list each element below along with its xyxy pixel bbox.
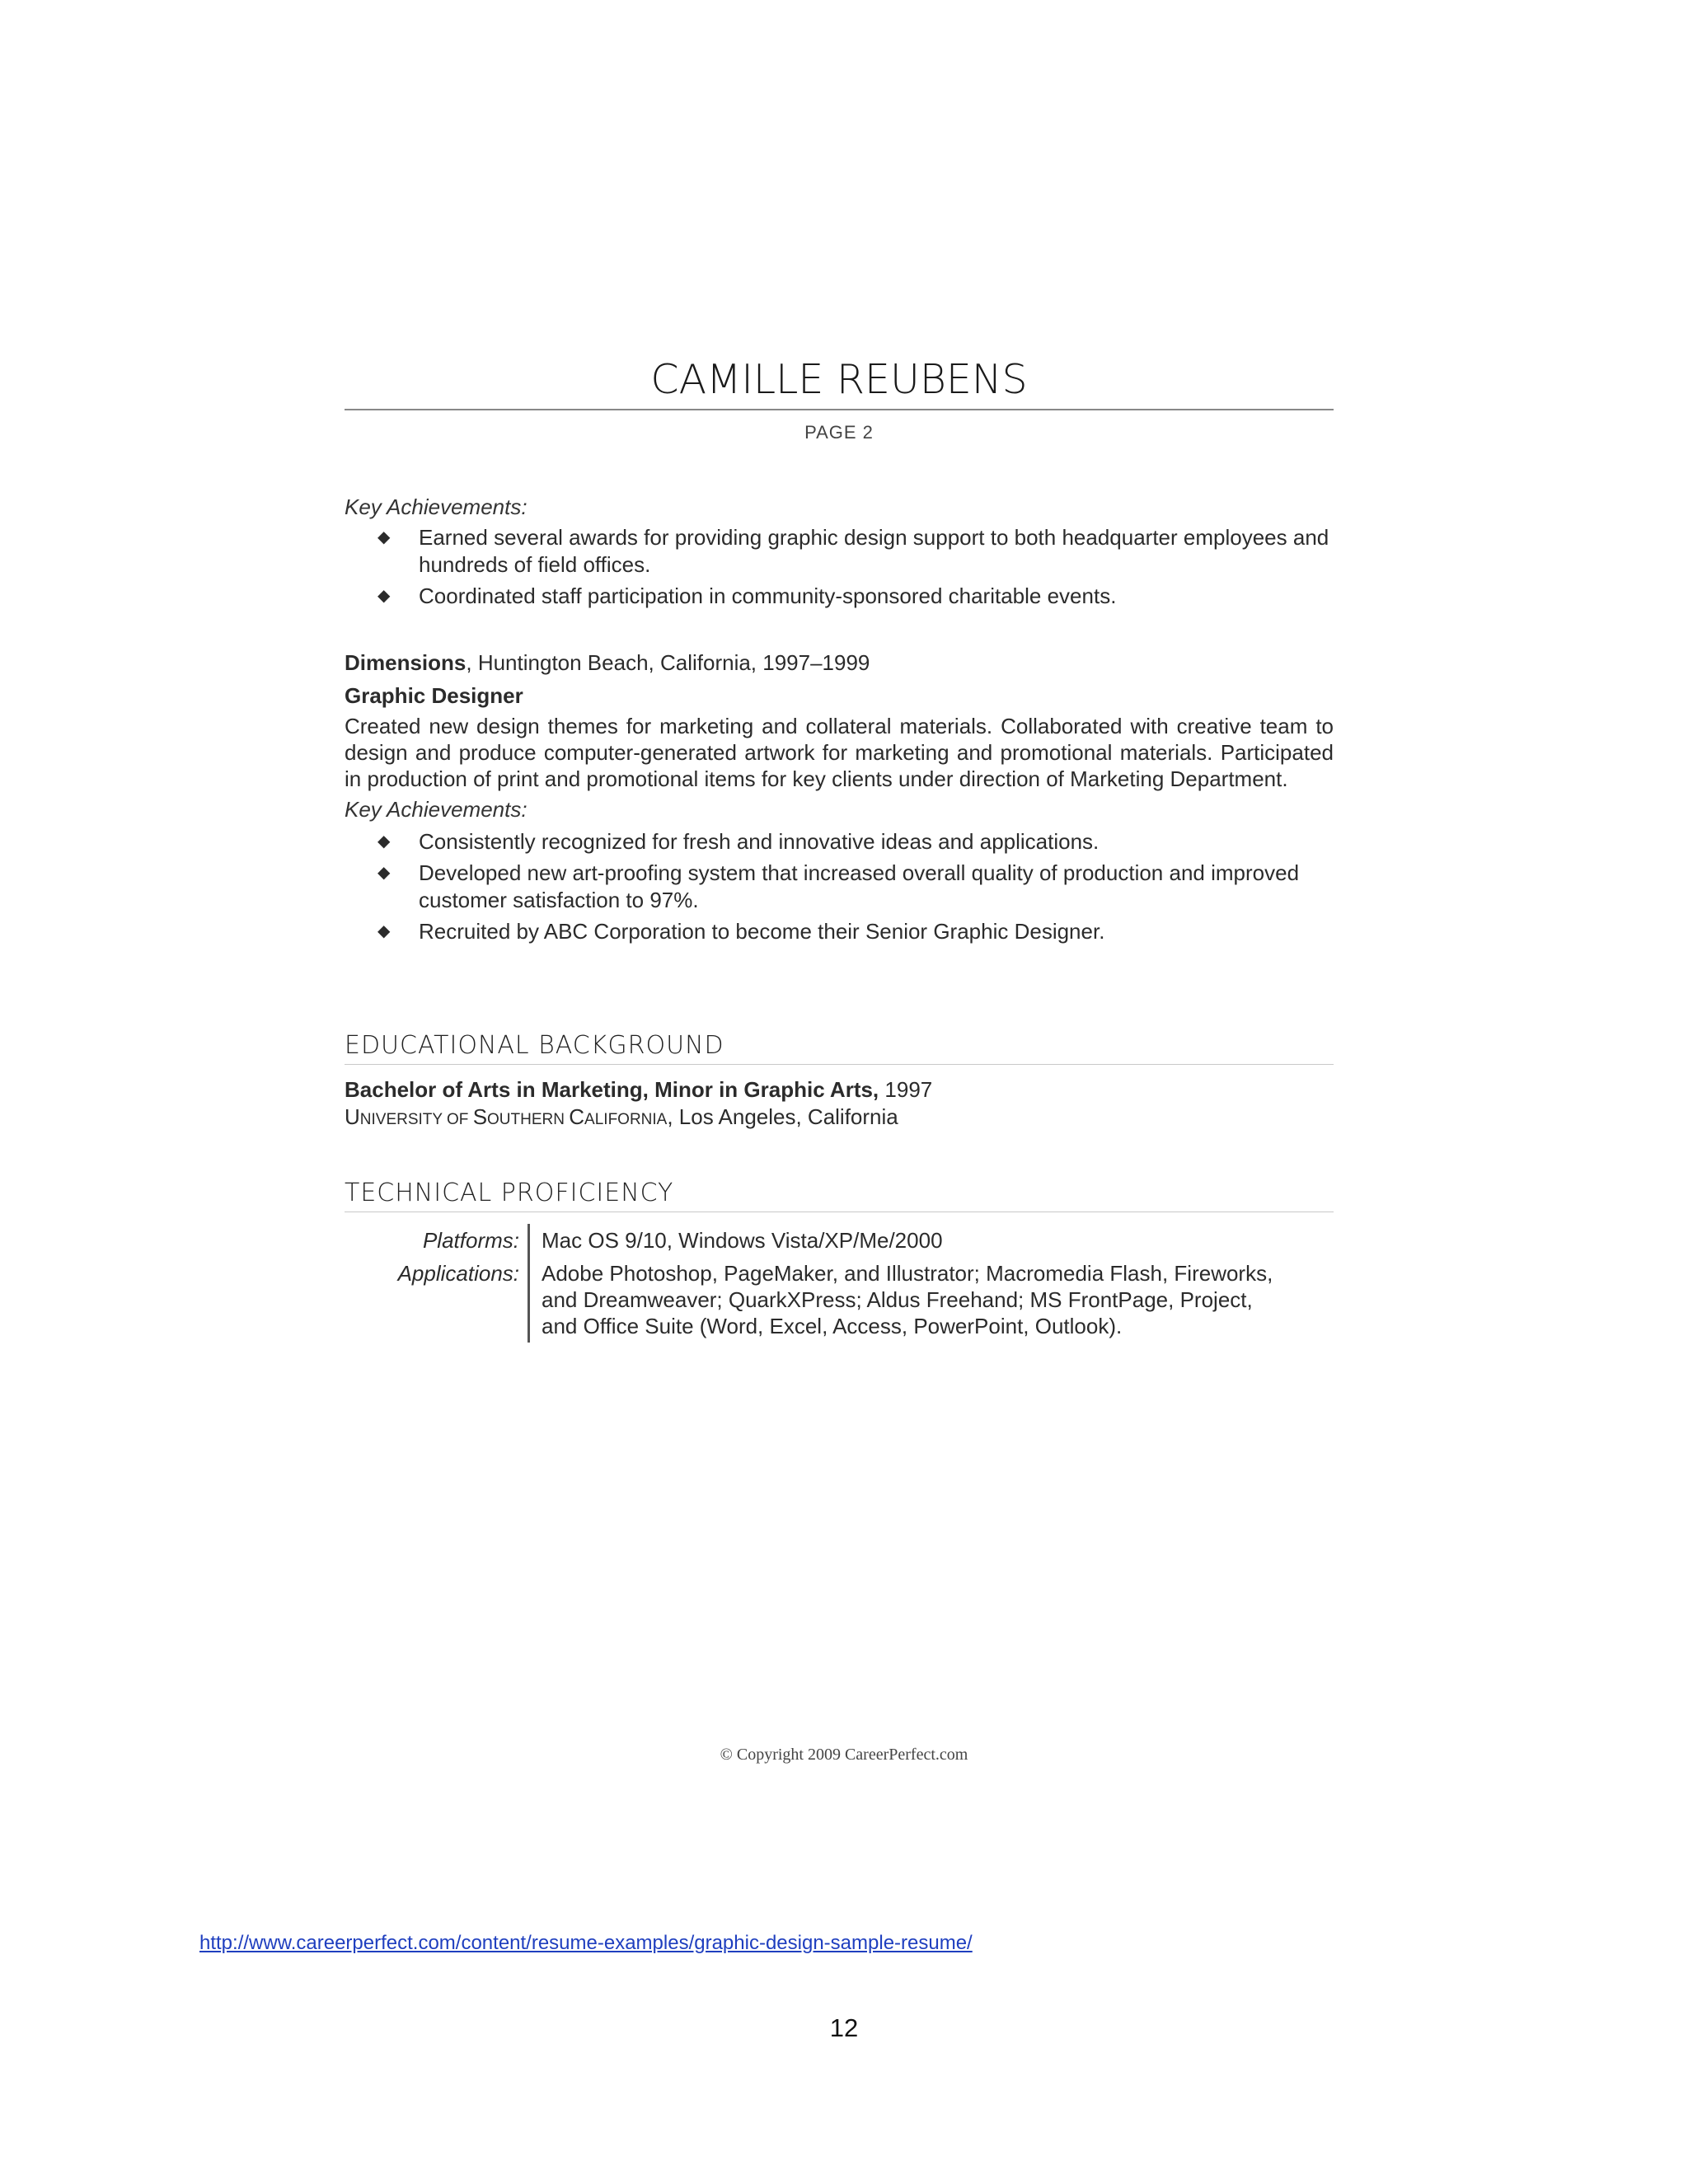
dimensions-job-block [345, 649, 1334, 949]
resume-name: CAMILLE REUBENS [650, 356, 1028, 403]
list-item: ◆ Developed new art-proofing system that increased overall quality of production and improved customer satisfaction to 97%. [377, 860, 1300, 912]
resume-page [345, 354, 1334, 1338]
source-link[interactable]: http://www.careerperfect.com/content/resume-examples/graphic-design-sample-resume/ [199, 1932, 973, 1954]
achievements-list [345, 828, 1334, 945]
bullet-icon: ◆ [377, 832, 391, 851]
bullet-icon: ◆ [377, 528, 391, 546]
tech-label: Applications: [397, 1261, 519, 1286]
employer-line [345, 649, 1334, 677]
section-title: TECHNICAL PROFICIENCY [345, 1179, 674, 1207]
list-item: ◆ Earned several awards for providing graphic design support to both headquarter employees and hundreds of field offices. [377, 525, 1329, 577]
school-line: UNIVERSITY OF SOUTHERN CALIFORNIA, Los Angeles, California [345, 1104, 898, 1129]
employer-location: , Huntington Beach, California, 1997–1999 [466, 650, 870, 675]
bullet-icon: ◆ [377, 864, 391, 882]
list-item: ◆ Recruited by ABC Corporation to become their Senior Graphic Designer. [377, 919, 1105, 944]
employer-name: Dimensions [345, 650, 467, 675]
tech-value: Adobe Photoshop, PageMaker, and Illustrator; Macromedia Flash, Fireworks, and Dreamweaver; QuarkXPress; Aldus Freehand; MS FrontPage, Project, and Office Suite (Word, Excel, Access, PowerPoint, Outlook). [528, 1257, 1283, 1343]
degree-line [345, 1076, 1334, 1104]
list-item: ◆ Consistently recognized for fresh and innovative ideas and applications. [377, 829, 1100, 854]
degree-name: Bachelor of Arts in Marketing, Minor in Graphic Arts, [345, 1077, 879, 1102]
tech-value: Mac OS 9/10, Windows Vista/XP/Me/2000 [528, 1224, 1283, 1257]
list-item: ◆ Coordinated staff participation in community-sponsored charitable events. [377, 583, 1117, 608]
section-title: EDUCATIONAL BACKGROUND [345, 1031, 724, 1060]
tech-row-platforms [345, 1224, 1334, 1257]
bullet-icon: ◆ [377, 587, 391, 605]
tech-table [345, 1224, 1334, 1343]
achievements-label: Key Achievements: [345, 494, 528, 519]
job-title: Graphic Designer [345, 683, 523, 708]
copyright-text: © Copyright 2009 CareerPerfect.com [720, 1746, 968, 1764]
achievements-label: Key Achievements: [345, 797, 528, 822]
name-divider [345, 409, 1334, 410]
tech-label: Platforms: [422, 1228, 519, 1253]
technical-section [345, 1177, 1334, 1343]
degree-year: 1997 [879, 1077, 933, 1102]
page-label: PAGE 2 [804, 422, 874, 443]
abc-achievements-block [345, 493, 1334, 614]
page-number: 12 [829, 2013, 859, 2042]
job-description: Created new design themes for marketing and collateral materials. Collaborated with creative team to design and produce computer-generated artwork for marketing and promotional materials. Participated in production of print and promotional items for key clients under direction of Marketing Department. [345, 714, 1334, 791]
section-divider [345, 1064, 1334, 1065]
tech-row-applications [345, 1257, 1334, 1343]
achievements-list [345, 524, 1334, 610]
school-location: , Los Angeles, California [667, 1104, 898, 1129]
bullet-icon: ◆ [377, 922, 391, 940]
education-section [345, 1029, 1334, 1133]
